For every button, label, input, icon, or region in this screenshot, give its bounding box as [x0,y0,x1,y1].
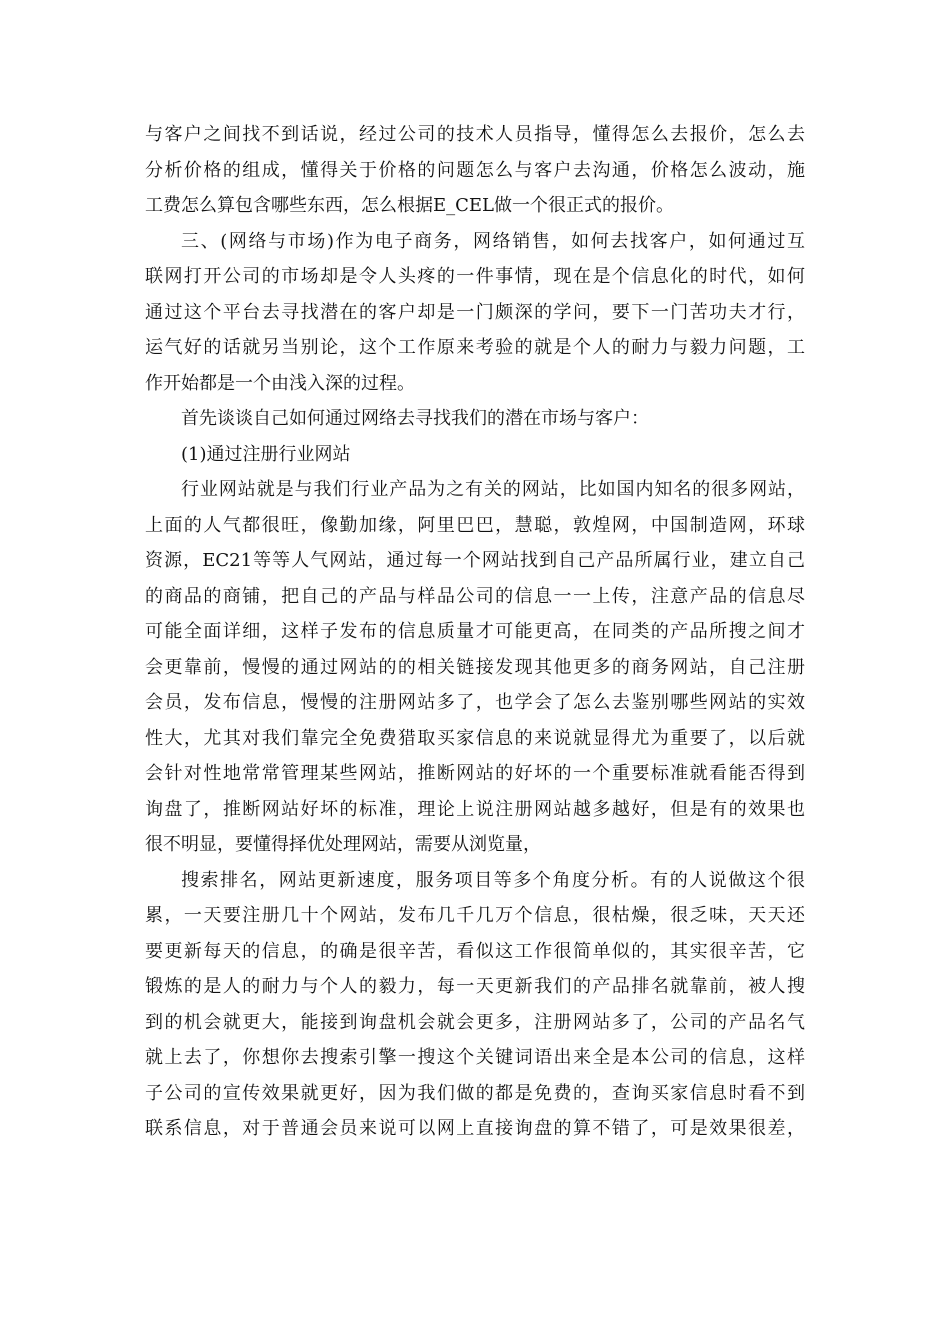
text-line: 联网打开公司的市场却是令人头疼的一件事情，现在是个信息化的时代，如何 [145,266,805,287]
paragraph-start-line: 首先谈谈自己如何通过网络去寻找我们的潜在市场与客户： [181,408,649,429]
text-line: 很不明显，要懂得择优处理网站，需要从浏览量， [145,834,541,855]
text-line: 会针对性地常常管理某些网站，推断网站的好坏的一个重要标准就看能否得到 [145,763,805,784]
text-line: 与客户之间找不到话说，经过公司的技术人员指导，懂得怎么去报价，怎么去 [145,124,805,145]
text-line: 可能全面详细，这样子发布的信息质量才可能更高，在同类的产品所搜之间才 [145,621,805,642]
document-body [145,117,805,1147]
text-line: 通过这个平台去寻找潜在的客户却是一门颇深的学问，要下一门苦功夫才行， [145,301,805,323]
text-line: 询盘了，推断网站好坏的标准，理论上说注册网站越多越好，但是有的效果也 [145,798,805,820]
text-line: 到的机会就更大，能接到询盘机会就会更多，注册网站多了，公司的产品名气 [145,1011,805,1033]
text-line: 要更新每天的信息，的确是很辛苦，看似这工作很简单似的，其实很辛苦，它 [145,940,805,962]
text-line: 性大，尤其对我们靠完全免费猎取买家信息的来说就显得尤为重要了，以后就 [145,727,805,749]
text-line: 工费怎么算包含哪些东西，怎么根据E_CEL做一个很正式的报价。 [145,195,675,216]
text-line: 就上去了，你想你去搜索引擎一搜这个关键词语出来全是本公司的信息，这样 [145,1047,805,1068]
paragraph-start-line: 行业网站就是与我们行业产品为之有关的网站，比如国内知名的很多网站， [181,479,805,500]
paragraph-start-line: 三、(网络与市场)作为电子商务，网络销售，如何去找客户，如何通过互 [181,230,805,252]
text-line: 资源，EC21等等人气网站，通过每一个网站找到自己产品所属行业，建立自己 [145,550,805,571]
text-line: 分析价格的组成，懂得关于价格的问题怎么与客户去沟通，价格怎么波动，施 [145,159,805,181]
text-line: 的商品的商铺，把自己的产品与样品公司的信息一一上传，注意产品的信息尽 [145,585,805,607]
text-line: 联系信息，对于普通会员来说可以网上直接询盘的算不错了，可是效果很差， [145,1118,805,1139]
paragraph-start-line: 搜索排名，网站更新速度，服务项目等多个角度分析。有的人说做这个很 [181,869,805,891]
text-line: 累，一天要注册几十个网站，发布几千几万个信息，很枯燥，很乏味，天天还 [145,905,805,926]
text-line: 上面的人气都很旺，像勤加缘，阿里巴巴，慧聪，敦煌网，中国制造网，环球 [145,514,805,536]
text-line: 子公司的宣传效果就更好，因为我们做的都是免费的，查询买家信息时看不到 [145,1082,805,1104]
text-line: 运气好的话就另当别论，这个工作原来考验的就是个人的耐力与毅力问题，工 [145,337,805,358]
text-line: 作开始都是一个由浅入深的过程。 [145,372,415,394]
text-line: 会员，发布信息，慢慢的注册网站多了，也学会了怎么去鉴别哪些网站的实效 [145,692,805,713]
text-line: 会更靠前，慢慢的通过网站的的相关链接发现其他更多的商务网站，自己注册 [145,656,805,678]
text-line: 锻炼的是人的耐力与个人的毅力，每一天更新我们的产品排名就靠前，被人搜 [145,976,805,997]
section-heading: (1)通过注册行业网站 [181,443,351,465]
